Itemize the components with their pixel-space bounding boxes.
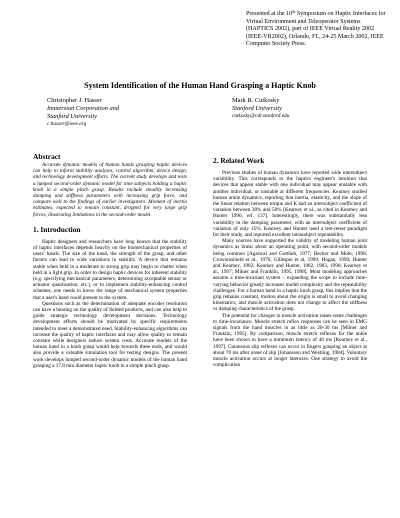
section-heading: 2. Related Work: [213, 156, 265, 165]
author-name: Christopher J. Hasser: [47, 97, 102, 104]
author-affiliation: Stanford University: [47, 113, 97, 120]
paper-title: System Identification of the Human Hand Grasping a Haptic Knob: [84, 81, 316, 90]
right-column: [213, 156, 367, 369]
paragraph: The potential for changes in muscle activation raises some challenges to time-invariance. Muscle stretch reflex responses can be seen in EMG signals from the hand muscles in as little as 20-30 ms [Milner and Franklin, 1995]. By comparison, muscle stretch reflexes for the ankle have been shown to have a minimum latency of 40 ms [Kearney et al., 1997]. Cutaneous slip reflexes can occur in fingers grasping an object at about 70 ms after onset of slip [Johansson and Westling, 1984]. Voluntary muscle activation occurs at longer latencies. One strategy to avoid the complication: [213, 312, 367, 369]
venue-line: Virtual Environment and Teleoperator Systems: [246, 18, 361, 25]
venue-note: [246, 11, 396, 49]
section-heading: 1. Introduction: [33, 224, 81, 234]
author-block: [232, 97, 382, 120]
author-email: cutkosky@cdr.stanford.edu: [232, 113, 290, 119]
venue-line: Computer Society Press.: [246, 41, 307, 48]
author-name: Mark R. Cutkosky: [232, 97, 280, 104]
venue-line: (HAPTICS 2002), part of IEEE Virtual Reality 2002: [246, 26, 375, 33]
author-affiliation: Immersion Corporation and: [47, 105, 120, 112]
paragraph: Questions such as the determination of adequate encoder resolution can have a bearing on the quality of fielded products, and can also help to guide strategic technology development decisions. Technology development efforts should be motivated by specific requirements intended to meet a demonstrated need. Stability-enhancing algorithms can increase the quality of haptic interfaces and may allow quality to remain constant while designers reduce system costs. Accurate models of the human hand in a knob grasp would help towards these ends, and would also provide a valuable simulation tool for testing designs. The present work develops lumped second-order dynamic models of the human hand grasping a 17.8 mm diameter haptic knob in a simple pinch grasp.: [33, 300, 187, 369]
abstract-text: Accurate dynamic models of human hands grasping haptic devices can help to inform stability analyses, control algorithm, device design, and technology development efforts. The current study develops and tests a lumped second-order dynamic model for nine subjects holding a haptic knob in a simple pinch grasp. Results include steadily increasing damping and stiffness parameters with increasing grip force, and compare well to the findings of earlier investigators. Moment of inertia estimates, expected to remain constant, dropped for very large grip forces, illustrating limitations in the second-order model.: [33, 162, 187, 218]
venue-line-tail: Symposium on Haptic Interfaces for: [295, 11, 386, 17]
venue-line: [246, 11, 396, 19]
abstract-heading: Abstract: [33, 152, 61, 161]
venue-superscript: th: [292, 9, 296, 14]
author-affiliation: Stanford University: [232, 105, 282, 112]
left-column: [33, 152, 187, 369]
venue-line-lead: Presented at the 10: [246, 11, 293, 17]
venue-line: (IEEE-VR2002), Orlando, FL, 24-25 March 2002, IEEE: [246, 33, 384, 40]
author-email: c.hasser@ieee.org: [47, 121, 87, 127]
paragraph: Previous studies of human dynamics have reported wide intersubject variability. This corresponds to the haptics engineer's intuition that devices that appear stable with one individual may appear unstable with another individual, or unstable at different frequencies. Kearney studied human ankle dynamics, reporting that inertia, elasticity, and the slope of the linear relation between torque and K had an intersubject coefficient of variation between 30% and 50% [Kearney et al., as cited in Kearney and Hunter 1990, ref. 137]. Interestingly, there was substantially less variability in the damping parameter, with an intersubject coefficient of variation of only 15%. Kearney and Hunter used a test-retest paradigm for their study, and reported excellent intrasubject repeatability.: [213, 170, 367, 239]
author-block: [47, 97, 197, 128]
paragraph: Haptic designers and researchers have long known that the stability of haptic interfaces depends heavily on the biomechanical properties of users' hands. The size of the hand, the strength of the grasp, and other factors can lead to wide variations in stability. A device that remains stable when held in a moderate to strong grip may begin to chatter when held in a light grip. In order to design haptic devices for inherent stability (e.g. specifying mechanical parameters, determining acceptable sensor or actuator quantization, etc.), or to implement stability-enhancing control schemes, one needs to know the range of mechanical system properties that a user's hand could present to the system.: [33, 238, 187, 301]
paragraph: Many sources have supported the validity of modeling human joint dynamics as linear about an operating point, with second-order models being common [Agarwal and Gottlieb, 1977; Becker and Mote, 1990; Crowninshield et al., 1976; Gillespie et al, 1999; Hogan, 1990; Hunter and Kearney, 1982; Kearney and Hunter, 1982, 1983, 1990; Kearney et al., 1997; Milner and Franklin, 1995, 1998]. Most modeling approaches assume a time-invariant system – expanding the scope to include time-varying behavior greatly increases model complexity and the repeatability challenges. For a human hand in a haptic knob grasp, this implies that the grip remains constant, motion about the origin is small to avoid changing kinematics, and muscle activation does not change to affect the stiffness or damping characteristics of the grasp.: [213, 238, 367, 313]
